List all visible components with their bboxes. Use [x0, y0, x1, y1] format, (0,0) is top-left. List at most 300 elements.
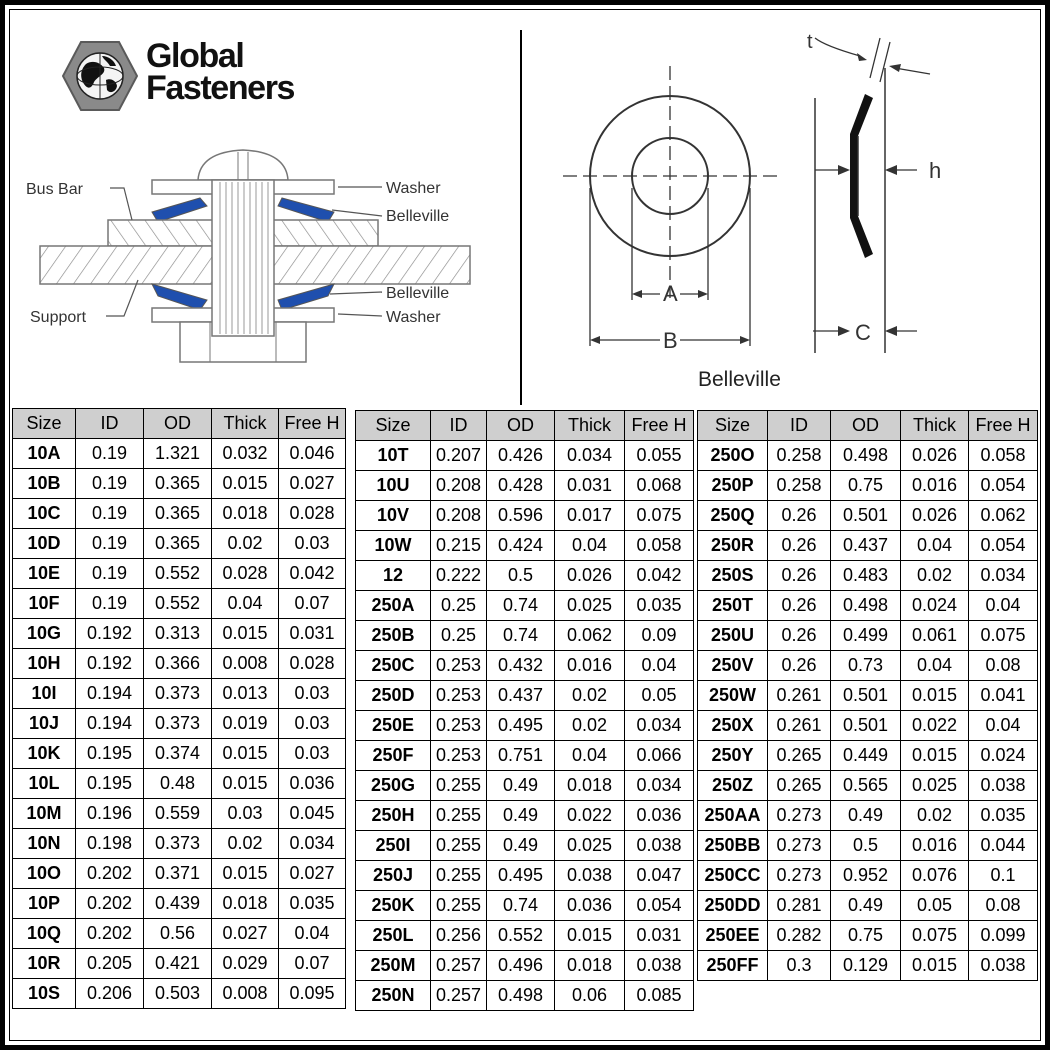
cell-od: 0.49 [831, 801, 901, 831]
cell-size: 250CC [698, 861, 768, 891]
cell-od: 0.75 [831, 471, 901, 501]
cell-free-h: 0.03 [279, 679, 346, 709]
table-row [13, 949, 346, 979]
table-row [356, 531, 694, 561]
table-row [356, 921, 694, 951]
cell-thick: 0.015 [212, 619, 279, 649]
cell-id: 0.253 [431, 681, 487, 711]
table-row [356, 501, 694, 531]
cell-thick: 0.015 [212, 469, 279, 499]
cell-size: 250R [698, 531, 768, 561]
cell-free-h: 0.03 [279, 739, 346, 769]
cell-free-h: 0.035 [625, 591, 694, 621]
cell-thick: 0.04 [555, 741, 625, 771]
cell-free-h: 0.04 [279, 919, 346, 949]
table-row [698, 681, 1038, 711]
cell-thick: 0.03 [212, 799, 279, 829]
cell-free-h: 0.04 [969, 591, 1038, 621]
table-row [698, 471, 1038, 501]
cell-thick: 0.015 [212, 859, 279, 889]
label-belleville-top: Belleville [386, 208, 450, 225]
brand-line-1: Global [146, 37, 244, 75]
cell-id: 0.26 [768, 591, 831, 621]
cell-thick: 0.015 [212, 739, 279, 769]
cell-id: 0.3 [768, 951, 831, 981]
cell-thick: 0.062 [555, 621, 625, 651]
cell-id: 0.19 [76, 559, 144, 589]
table-row [698, 921, 1038, 951]
table-row [356, 741, 694, 771]
cell-free-h: 0.028 [279, 649, 346, 679]
cell-free-h: 0.038 [969, 771, 1038, 801]
cell-size: 250T [698, 591, 768, 621]
cell-id: 0.26 [768, 501, 831, 531]
cell-thick: 0.008 [212, 979, 279, 1009]
cell-free-h: 0.028 [279, 499, 346, 529]
header-od: OD [831, 411, 901, 441]
cell-free-h: 0.038 [625, 951, 694, 981]
cell-free-h: 0.034 [625, 711, 694, 741]
cell-id: 0.255 [431, 861, 487, 891]
cell-size: 250J [356, 861, 431, 891]
cell-od: 0.498 [831, 591, 901, 621]
cell-size: 10M [13, 799, 76, 829]
cell-id: 0.202 [76, 889, 144, 919]
header-id: ID [76, 409, 144, 439]
belleville-top-right [278, 198, 334, 222]
cell-thick: 0.015 [555, 921, 625, 951]
cell-od: 0.421 [144, 949, 212, 979]
cell-size: 10B [13, 469, 76, 499]
cell-size: 250Z [698, 771, 768, 801]
cell-od: 0.496 [487, 951, 555, 981]
label-t: t [807, 31, 813, 53]
spec-table-1 [12, 408, 346, 1009]
cell-od: 0.373 [144, 679, 212, 709]
cell-od: 0.952 [831, 861, 901, 891]
cell-size: 12 [356, 561, 431, 591]
cell-thick: 0.034 [555, 441, 625, 471]
cell-od: 0.366 [144, 649, 212, 679]
table-row [356, 981, 694, 1011]
table-row [698, 441, 1038, 471]
cell-od: 0.73 [831, 651, 901, 681]
spec-table-2 [355, 410, 694, 1011]
cell-size: 250Q [698, 501, 768, 531]
cell-thick: 0.031 [555, 471, 625, 501]
table-row [698, 891, 1038, 921]
cell-id: 0.26 [768, 561, 831, 591]
table-row [356, 891, 694, 921]
cell-size: 250K [356, 891, 431, 921]
table-header-row [13, 409, 346, 439]
cell-free-h: 0.036 [625, 801, 694, 831]
cell-od: 0.596 [487, 501, 555, 531]
cell-od: 0.5 [831, 831, 901, 861]
cell-free-h: 0.062 [969, 501, 1038, 531]
cell-od: 0.426 [487, 441, 555, 471]
cell-thick: 0.016 [901, 831, 969, 861]
table-row [13, 739, 346, 769]
cell-size: 250W [698, 681, 768, 711]
cell-id: 0.202 [76, 919, 144, 949]
cell-od: 0.5 [487, 561, 555, 591]
cell-od: 0.437 [831, 531, 901, 561]
cell-od: 0.449 [831, 741, 901, 771]
cell-size: 10C [13, 499, 76, 529]
cell-free-h: 0.03 [279, 709, 346, 739]
cell-od: 0.374 [144, 739, 212, 769]
header-free-h: Free H [625, 411, 694, 441]
cell-thick: 0.025 [555, 831, 625, 861]
cell-id: 0.206 [76, 979, 144, 1009]
table-row [356, 831, 694, 861]
cell-size: 250H [356, 801, 431, 831]
cell-size: 250B [356, 621, 431, 651]
table-row [13, 679, 346, 709]
table-row [13, 529, 346, 559]
belleville-profile [850, 94, 873, 258]
header-id: ID [431, 411, 487, 441]
cell-id: 0.194 [76, 709, 144, 739]
cell-od: 0.552 [144, 559, 212, 589]
cell-od: 0.552 [144, 589, 212, 619]
header-size: Size [356, 411, 431, 441]
cell-thick: 0.04 [555, 531, 625, 561]
cell-free-h: 0.075 [625, 501, 694, 531]
cell-size: 10S [13, 979, 76, 1009]
table-row [698, 711, 1038, 741]
cell-size: 250X [698, 711, 768, 741]
table-row [356, 651, 694, 681]
hex-globe-icon [62, 40, 138, 112]
cell-thick: 0.028 [212, 559, 279, 589]
cell-size: 250EE [698, 921, 768, 951]
cell-id: 0.192 [76, 619, 144, 649]
cell-id: 0.26 [768, 651, 831, 681]
cell-free-h: 0.04 [625, 651, 694, 681]
cell-thick: 0.04 [901, 531, 969, 561]
cell-free-h: 0.042 [625, 561, 694, 591]
cell-size: 250I [356, 831, 431, 861]
table-row [356, 951, 694, 981]
cell-id: 0.253 [431, 651, 487, 681]
cell-thick: 0.02 [212, 829, 279, 859]
cell-id: 0.19 [76, 529, 144, 559]
cell-size: 10D [13, 529, 76, 559]
cell-id: 0.255 [431, 771, 487, 801]
cell-od: 0.565 [831, 771, 901, 801]
table-row [356, 471, 694, 501]
brand-logo [62, 37, 332, 112]
cell-free-h: 0.035 [279, 889, 346, 919]
table-row [13, 919, 346, 949]
cell-od: 0.49 [487, 801, 555, 831]
cell-size: 250G [356, 771, 431, 801]
cell-free-h: 0.085 [625, 981, 694, 1011]
cell-od: 0.495 [487, 861, 555, 891]
cell-thick: 0.013 [212, 679, 279, 709]
cell-od: 0.129 [831, 951, 901, 981]
cell-thick: 0.036 [555, 891, 625, 921]
cell-od: 0.501 [831, 711, 901, 741]
cell-od: 0.503 [144, 979, 212, 1009]
cell-id: 0.273 [768, 831, 831, 861]
cell-thick: 0.015 [901, 741, 969, 771]
header-size: Size [698, 411, 768, 441]
cell-thick: 0.025 [555, 591, 625, 621]
table-row [13, 499, 346, 529]
cell-thick: 0.017 [555, 501, 625, 531]
cell-free-h: 0.066 [625, 741, 694, 771]
cell-id: 0.215 [431, 531, 487, 561]
cell-id: 0.265 [768, 771, 831, 801]
cell-thick: 0.016 [901, 471, 969, 501]
table-row [356, 681, 694, 711]
cell-free-h: 0.031 [625, 921, 694, 951]
cell-thick: 0.026 [901, 441, 969, 471]
label-bus-bar: Bus Bar [26, 181, 83, 198]
cell-od: 0.437 [487, 681, 555, 711]
cell-free-h: 0.055 [625, 441, 694, 471]
table-row [356, 771, 694, 801]
cell-free-h: 0.027 [279, 859, 346, 889]
screw-head [198, 150, 288, 180]
cell-thick: 0.02 [901, 561, 969, 591]
cell-free-h: 0.036 [279, 769, 346, 799]
cell-free-h: 0.045 [279, 799, 346, 829]
table-row [698, 831, 1038, 861]
cell-id: 0.19 [76, 499, 144, 529]
table-row [13, 769, 346, 799]
cell-size: 250FF [698, 951, 768, 981]
cell-free-h: 0.08 [969, 651, 1038, 681]
cell-size: 250V [698, 651, 768, 681]
label-support: Support [30, 309, 87, 326]
cell-size: 250DD [698, 891, 768, 921]
table-row [13, 559, 346, 589]
cell-od: 0.49 [487, 831, 555, 861]
cell-free-h: 0.09 [625, 621, 694, 651]
cell-id: 0.208 [431, 501, 487, 531]
vertical-divider [520, 30, 522, 405]
cell-size: 250BB [698, 831, 768, 861]
table-body [356, 441, 694, 1011]
cell-size: 250D [356, 681, 431, 711]
cell-thick: 0.022 [555, 801, 625, 831]
cell-size: 10O [13, 859, 76, 889]
cell-free-h: 0.041 [969, 681, 1038, 711]
cell-size: 250S [698, 561, 768, 591]
table-row [698, 861, 1038, 891]
cell-od: 0.432 [487, 651, 555, 681]
label-c: C [855, 320, 871, 345]
cell-free-h: 0.054 [969, 471, 1038, 501]
cell-size: 10F [13, 589, 76, 619]
label-a: A [663, 281, 678, 306]
table-row [356, 801, 694, 831]
cell-id: 0.25 [431, 591, 487, 621]
table-row [356, 561, 694, 591]
cell-od: 0.365 [144, 469, 212, 499]
cell-thick: 0.026 [901, 501, 969, 531]
cell-id: 0.19 [76, 469, 144, 499]
cell-size: 10U [356, 471, 431, 501]
table-row [698, 771, 1038, 801]
cell-free-h: 0.035 [969, 801, 1038, 831]
cell-id: 0.192 [76, 649, 144, 679]
table-row [13, 649, 346, 679]
cell-free-h: 0.1 [969, 861, 1038, 891]
cell-free-h: 0.046 [279, 439, 346, 469]
cell-id: 0.258 [768, 471, 831, 501]
cell-size: 250M [356, 951, 431, 981]
table-row [13, 469, 346, 499]
cell-size: 10V [356, 501, 431, 531]
cell-od: 0.365 [144, 529, 212, 559]
cell-thick: 0.06 [555, 981, 625, 1011]
cell-id: 0.19 [76, 439, 144, 469]
header-size: Size [13, 409, 76, 439]
table-row [698, 591, 1038, 621]
table-row [698, 651, 1038, 681]
cell-size: 10A [13, 439, 76, 469]
cell-thick: 0.018 [212, 499, 279, 529]
label-washer-top: Washer [386, 180, 441, 197]
spec-table-3 [697, 410, 1038, 981]
cell-size: 10I [13, 679, 76, 709]
table-row [698, 621, 1038, 651]
cell-free-h: 0.054 [625, 891, 694, 921]
cell-free-h: 0.047 [625, 861, 694, 891]
cell-free-h: 0.058 [969, 441, 1038, 471]
cell-thick: 0.018 [212, 889, 279, 919]
cell-id: 0.265 [768, 741, 831, 771]
label-belleville-bottom: Belleville [386, 285, 450, 302]
belleville-dimension-diagram [545, 28, 965, 368]
cell-od: 0.428 [487, 471, 555, 501]
cell-thick: 0.02 [555, 681, 625, 711]
cell-od: 0.552 [487, 921, 555, 951]
cell-size: 10G [13, 619, 76, 649]
cell-free-h: 0.075 [969, 621, 1038, 651]
cell-size: 250A [356, 591, 431, 621]
cell-od: 0.365 [144, 499, 212, 529]
cell-size: 10N [13, 829, 76, 859]
cell-size: 250L [356, 921, 431, 951]
table-row [698, 801, 1038, 831]
cell-size: 250P [698, 471, 768, 501]
cell-size: 250C [356, 651, 431, 681]
cell-thick: 0.04 [901, 651, 969, 681]
cell-thick: 0.015 [901, 681, 969, 711]
cell-size: 10K [13, 739, 76, 769]
cell-thick: 0.026 [555, 561, 625, 591]
cell-id: 0.261 [768, 681, 831, 711]
cell-id: 0.253 [431, 741, 487, 771]
header-free-h: Free H [279, 409, 346, 439]
cell-id: 0.19 [76, 589, 144, 619]
cell-size: 250U [698, 621, 768, 651]
table-row [356, 591, 694, 621]
cell-od: 0.373 [144, 829, 212, 859]
cell-od: 0.313 [144, 619, 212, 649]
cell-thick: 0.04 [212, 589, 279, 619]
cell-od: 0.501 [831, 501, 901, 531]
cell-free-h: 0.054 [969, 531, 1038, 561]
cell-thick: 0.02 [901, 801, 969, 831]
cell-od: 0.373 [144, 709, 212, 739]
cell-id: 0.26 [768, 621, 831, 651]
table-row [13, 859, 346, 889]
table-row [698, 951, 1038, 981]
cell-free-h: 0.038 [969, 951, 1038, 981]
header-od: OD [144, 409, 212, 439]
cell-od: 0.559 [144, 799, 212, 829]
cell-id: 0.255 [431, 801, 487, 831]
cell-size: 10P [13, 889, 76, 919]
cell-thick: 0.008 [212, 649, 279, 679]
header-free-h: Free H [969, 411, 1038, 441]
table-row [356, 621, 694, 651]
cell-size: 10T [356, 441, 431, 471]
cell-free-h: 0.042 [279, 559, 346, 589]
cell-id: 0.261 [768, 711, 831, 741]
cell-thick: 0.05 [901, 891, 969, 921]
cell-id: 0.273 [768, 861, 831, 891]
cell-free-h: 0.068 [625, 471, 694, 501]
cell-size: 10L [13, 769, 76, 799]
cell-free-h: 0.07 [279, 589, 346, 619]
cell-free-h: 0.038 [625, 831, 694, 861]
cell-id: 0.281 [768, 891, 831, 921]
cell-size: 250F [356, 741, 431, 771]
cell-id: 0.256 [431, 921, 487, 951]
bolt-shaft [212, 180, 274, 336]
cell-size: 250AA [698, 801, 768, 831]
cell-thick: 0.032 [212, 439, 279, 469]
cell-od: 0.499 [831, 621, 901, 651]
cell-thick: 0.015 [901, 951, 969, 981]
table-body [13, 439, 346, 1009]
cell-id: 0.255 [431, 831, 487, 861]
cell-id: 0.255 [431, 891, 487, 921]
cell-id: 0.196 [76, 799, 144, 829]
cell-od: 0.75 [831, 921, 901, 951]
table-row [13, 709, 346, 739]
cell-id: 0.273 [768, 801, 831, 831]
cell-free-h: 0.034 [279, 829, 346, 859]
cell-thick: 0.02 [555, 711, 625, 741]
cell-free-h: 0.034 [625, 771, 694, 801]
label-washer-bottom: Washer [386, 309, 441, 326]
cell-id: 0.257 [431, 951, 487, 981]
table-header-row [356, 411, 694, 441]
cell-free-h: 0.031 [279, 619, 346, 649]
belleville-bottom-right [278, 284, 334, 310]
cell-thick: 0.018 [555, 771, 625, 801]
table-row [356, 441, 694, 471]
cell-size: 250O [698, 441, 768, 471]
cell-size: 10W [356, 531, 431, 561]
cell-od: 0.49 [487, 771, 555, 801]
header-thick: Thick [212, 409, 279, 439]
header-thick: Thick [901, 411, 969, 441]
cell-od: 0.74 [487, 891, 555, 921]
brand-line-2: Fasteners [146, 69, 295, 107]
cell-od: 0.48 [144, 769, 212, 799]
table-row [698, 531, 1038, 561]
